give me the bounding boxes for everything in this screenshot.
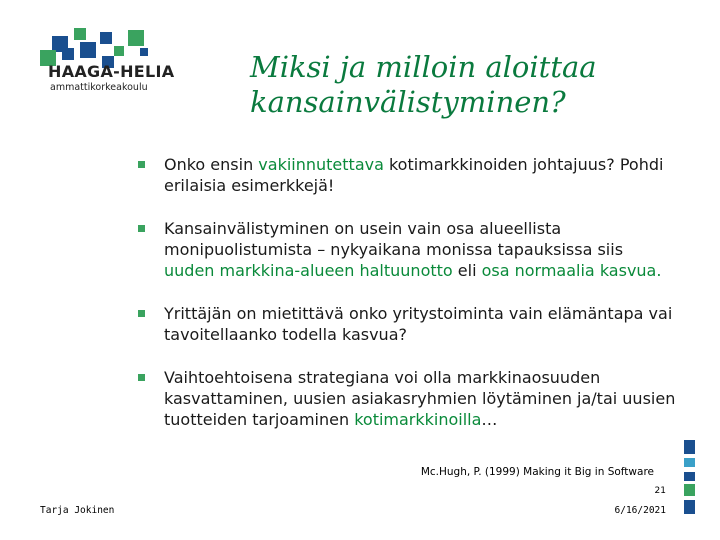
- decor-strip-1: [684, 440, 695, 454]
- decor-strip-3: [684, 472, 695, 481]
- bullet-text: Kansainvälistyminen on usein vain osa alueellista monipuolistumista – nykyaikana monissa tapauksissa siis: [164, 219, 624, 259]
- bullet-item: [138, 218, 678, 281]
- bullet-marker-icon: [138, 161, 145, 168]
- highlighted-text: osa normaalia kasvua.: [481, 261, 662, 280]
- bullet-text: kotimarkkinoiden johtajuus? Pohdi erilaisia esimerkkejä!: [164, 155, 664, 195]
- bullet-list: [138, 154, 678, 452]
- bullet-text: Vaihtoehtoisena strategiana voi olla markkinaosuuden kasvattaminen, uusien asiakasryhmien löytäminen ja/tai uusien tuotteiden tarjoaminen: [164, 368, 676, 429]
- bullet-text: Onko ensin: [164, 155, 259, 174]
- date: 6/16/2021: [614, 505, 666, 516]
- bullet-text: Yrittäjän on mietittävä onko yritystoiminta vain elämäntapa vai tavoitellaanko todella kasvua?: [164, 304, 673, 344]
- title-line-2: kansainvälistyminen?: [250, 85, 566, 119]
- page-number: 21: [654, 486, 666, 496]
- decor-strip-2: [684, 458, 695, 467]
- highlighted-text: kotimarkkinoilla: [354, 410, 482, 429]
- slide-title: [250, 50, 690, 120]
- bullet-marker-icon: [138, 310, 145, 317]
- author: Tarja Jokinen: [40, 505, 115, 516]
- bullet-text: eli: [452, 261, 482, 280]
- bullet-marker-icon: [138, 374, 145, 381]
- bullet-item: [138, 367, 678, 430]
- bullet-item: [138, 154, 678, 196]
- logo-subtitle: ammattikorkeakoulu: [50, 82, 148, 93]
- logo-name: HAAGA-HELIA: [48, 62, 175, 81]
- highlighted-text: vakiinnutettava: [258, 155, 384, 174]
- bullet-text: …: [481, 410, 498, 429]
- decor-strip-5: [684, 500, 695, 514]
- decor-strip-4: [684, 484, 695, 496]
- highlighted-text: uuden markkina-alueen haltuunotto: [164, 261, 453, 280]
- bullet-item: [138, 303, 678, 345]
- title-line-1: Miksi ja milloin aloittaa: [250, 50, 597, 84]
- reference: Mc.Hugh, P. (1999) Making it Big in Software: [420, 466, 654, 478]
- bullet-marker-icon: [138, 225, 145, 232]
